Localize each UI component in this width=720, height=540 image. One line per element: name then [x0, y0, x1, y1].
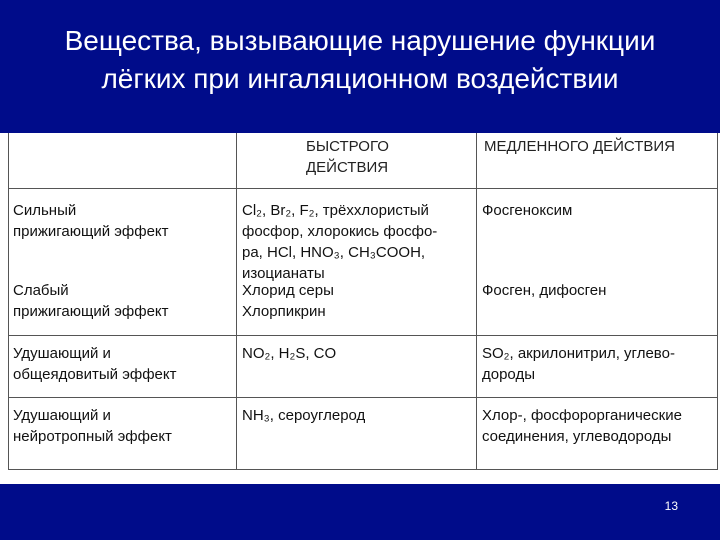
row-1-effect: Сильный прижигающий эффект [13, 202, 169, 240]
title-bar [0, 0, 720, 133]
row-1-slow: Фосгеноксим [482, 202, 573, 219]
row-2-slow: Фосген, дифосген [482, 282, 607, 299]
row-4-fast: NH₃, сероуглерод [242, 407, 366, 424]
row-3-slow: SO₂, акрилонитрил, углево- дороды [482, 345, 675, 383]
slide-title [20, 22, 700, 98]
column-header-fast: БЫСТРОГО ДЕЙСТВИЯ [306, 138, 389, 176]
row-3-fast: NO₂, H₂S, CO [242, 345, 337, 362]
column-header-slow: МЕДЛЕННОГО ДЕЙСТВИЯ [484, 138, 676, 155]
page-number: 13 [664, 499, 678, 513]
row-1-fast: Cl₂, Br₂, F₂, трёххлористый фосфор, хлорокись фосфо- ра, HCl, HNO₃, CH₃COOH, изоцианаты [242, 202, 438, 282]
slide-title-line-1: Вещества, вызывающие нарушение функции [64, 25, 656, 56]
row-4-effect: Удушающий и нейротропный эффект [13, 407, 172, 445]
slide-title-line-2: лёгких при ингаляционном воздействии [101, 63, 619, 94]
row-3-effect: Удушающий и общеядовитый эффект [13, 345, 177, 383]
row-2-fast: Хлорид серы Хлорпикрин [242, 282, 334, 320]
row-4-slow: Хлор-, фосфорорганические соединения, углеводороды [482, 407, 682, 445]
footer-bar [0, 484, 720, 540]
row-2-effect: Слабый прижигающий эффект [13, 282, 169, 320]
